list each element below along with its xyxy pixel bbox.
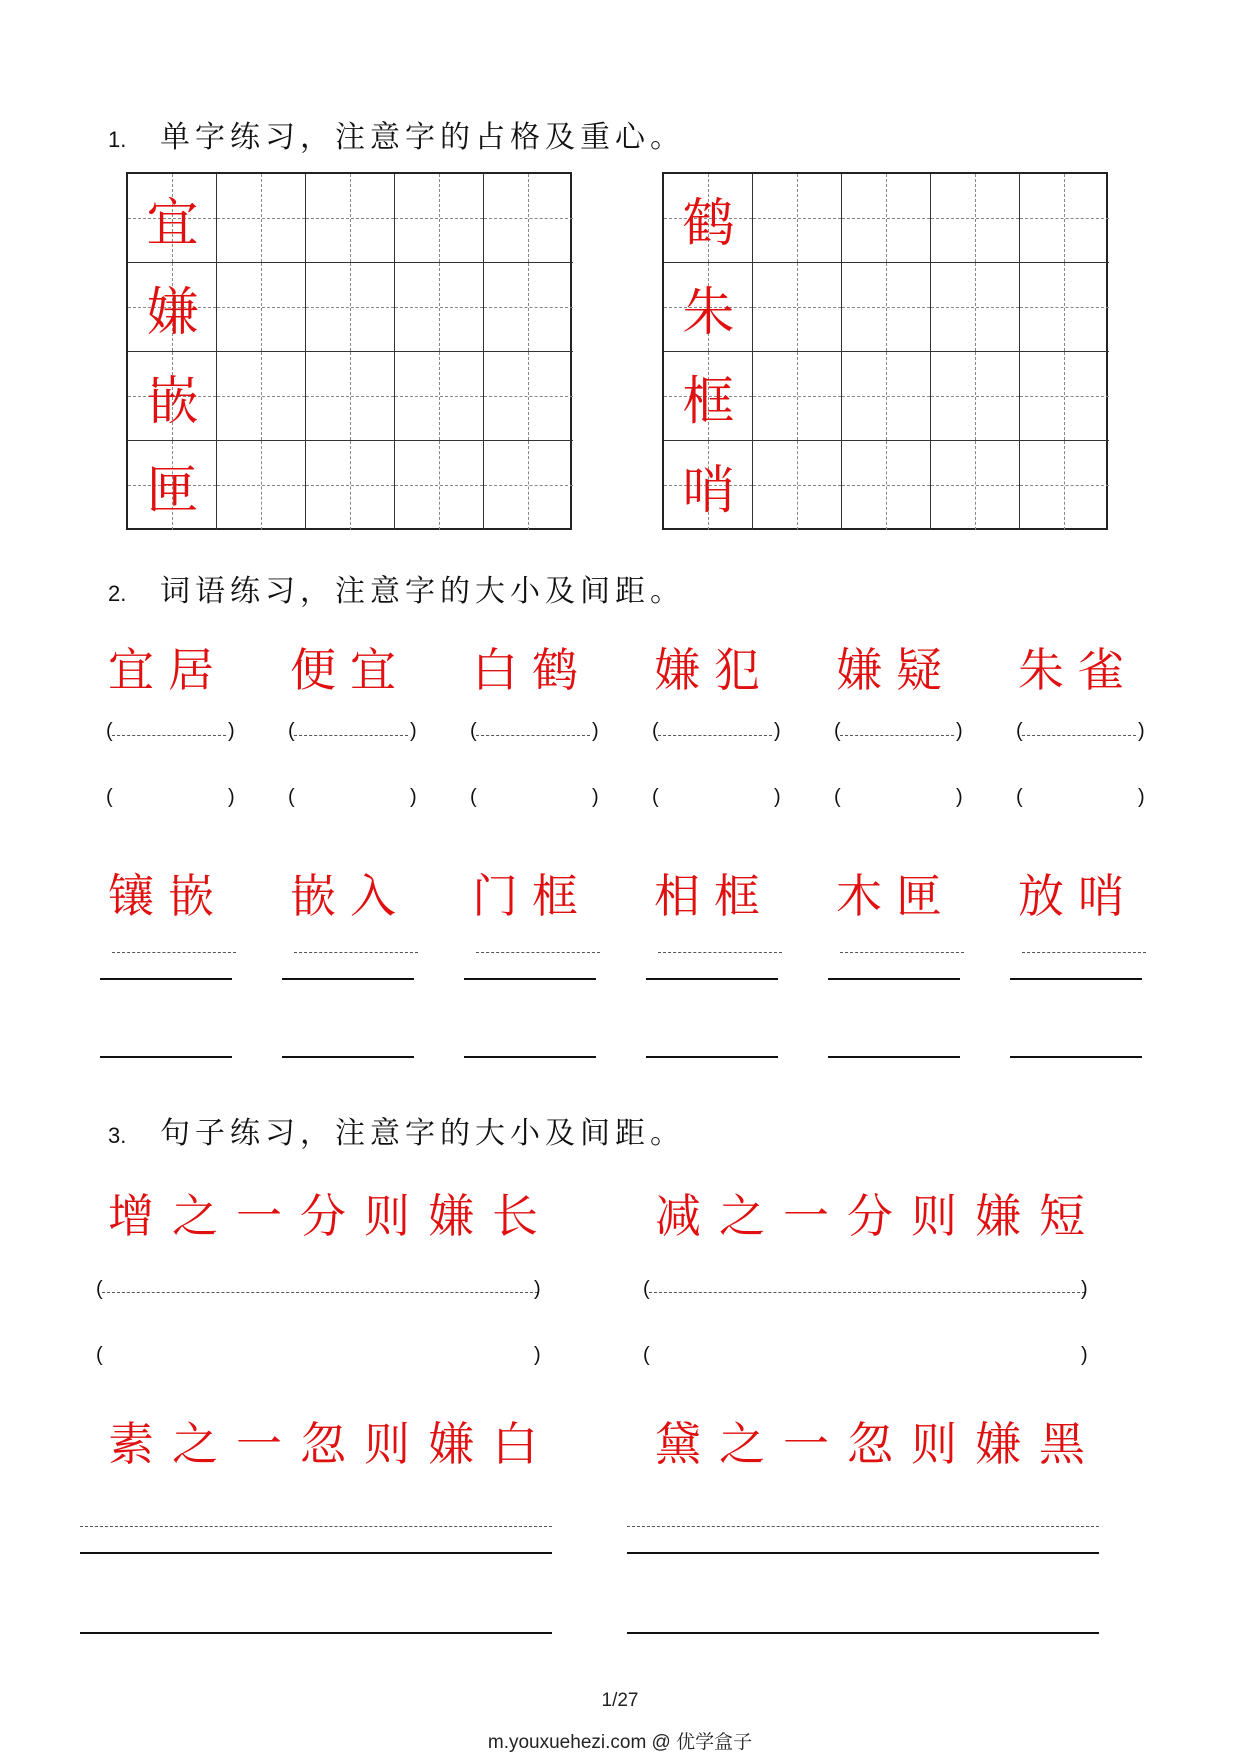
paren-open: (	[470, 786, 477, 808]
paren-open: (	[834, 720, 841, 742]
grid-cell	[128, 441, 217, 530]
paren-open: (	[288, 720, 295, 742]
paren-open: (	[643, 1278, 650, 1300]
practice-sentence: 素之一忽则嫌白	[108, 1417, 556, 1471]
dashed-guide-line	[80, 1526, 552, 1527]
paren-open: (	[96, 1278, 103, 1300]
section-1-title: 单字练习，注意字的占格及重心。	[160, 120, 685, 155]
paren-close: )	[228, 786, 235, 808]
practice-sentence: 增之一分则嫌长	[108, 1189, 556, 1243]
writing-line	[464, 1056, 596, 1058]
writing-line	[828, 1056, 960, 1058]
section-2-heading	[108, 566, 685, 610]
grid-cell	[931, 174, 1020, 263]
grid-cell	[931, 441, 1020, 530]
grid-cell	[217, 441, 306, 530]
dashed-guide-line	[1022, 735, 1136, 736]
paren-open: (	[470, 720, 477, 742]
model-character: 鹤	[682, 194, 735, 254]
grid-cell	[1020, 174, 1109, 263]
writing-line	[282, 978, 414, 980]
paren-close: )	[956, 720, 963, 742]
paren-close: )	[228, 720, 235, 742]
grid-cell	[1020, 441, 1109, 530]
writing-line	[1010, 978, 1142, 980]
practice-word: 朱雀	[1018, 643, 1138, 697]
grid-cell	[753, 263, 842, 352]
writing-line	[627, 1552, 1099, 1554]
grid-cell	[306, 263, 395, 352]
paren-open: (	[96, 1344, 103, 1366]
paren-close: )	[774, 786, 781, 808]
grid-cell	[842, 352, 931, 441]
writing-line	[646, 1056, 778, 1058]
grid-cell	[395, 263, 484, 352]
paren-close: )	[534, 1344, 541, 1366]
paren-close: )	[1138, 720, 1145, 742]
writing-line	[1010, 1056, 1142, 1058]
practice-word: 相框	[654, 869, 774, 923]
model-character: 匣	[146, 461, 199, 521]
grid-cell	[484, 174, 573, 263]
paren-close: )	[534, 1278, 541, 1300]
paren-open: (	[1016, 720, 1023, 742]
grid-cell	[753, 441, 842, 530]
section-1-heading	[108, 112, 685, 156]
grid-cell	[664, 352, 753, 441]
grid-cell	[931, 263, 1020, 352]
writing-line	[100, 978, 232, 980]
practice-sentence: 减之一分则嫌短	[655, 1189, 1103, 1243]
paren-open: (	[1016, 786, 1023, 808]
grid-cell	[664, 263, 753, 352]
practice-word: 嵌入	[290, 869, 410, 923]
paren-close: )	[774, 720, 781, 742]
dashed-guide-line	[658, 735, 772, 736]
writing-line	[828, 978, 960, 980]
writing-line	[80, 1552, 552, 1554]
practice-grid-left	[126, 172, 572, 530]
dashed-guide-line	[649, 1292, 1085, 1293]
dashed-guide-line	[294, 735, 408, 736]
grid-cell	[395, 352, 484, 441]
writing-line	[646, 978, 778, 980]
grid-cell	[1020, 352, 1109, 441]
paren-open: (	[288, 786, 295, 808]
paren-open: (	[106, 720, 113, 742]
practice-word: 门框	[472, 869, 592, 923]
grid-cell	[217, 263, 306, 352]
paren-close: )	[592, 720, 599, 742]
grid-cell	[484, 352, 573, 441]
grid-cell	[931, 352, 1020, 441]
dashed-guide-line	[294, 952, 418, 953]
grid-cell	[842, 263, 931, 352]
practice-word: 镶嵌	[108, 869, 228, 923]
practice-word: 木匣	[836, 869, 956, 923]
grid-cell	[484, 263, 573, 352]
grid-cell	[664, 441, 753, 530]
grid-cell	[395, 441, 484, 530]
grid-cell	[128, 174, 217, 263]
footer-site: m.youxuehezi.com @ 优学盒子	[487, 1732, 753, 1753]
model-character: 嫌	[146, 283, 199, 343]
practice-word: 嫌疑	[836, 643, 956, 697]
grid-cell	[1020, 263, 1109, 352]
practice-word: 便宜	[290, 643, 410, 697]
dashed-guide-line	[102, 1292, 538, 1293]
model-character: 宜	[146, 194, 199, 254]
writing-line	[80, 1632, 552, 1634]
writing-line	[282, 1056, 414, 1058]
model-character: 朱	[682, 283, 735, 343]
practice-sentence: 黛之一忽则嫌黑	[655, 1417, 1103, 1471]
paren-close: )	[1138, 786, 1145, 808]
dashed-guide-line	[840, 952, 964, 953]
dashed-guide-line	[1022, 952, 1146, 953]
paren-close: )	[1081, 1344, 1088, 1366]
dashed-guide-line	[658, 952, 782, 953]
paren-open: (	[106, 786, 113, 808]
model-character: 哨	[682, 461, 735, 521]
grid-cell	[753, 174, 842, 263]
paren-open: (	[652, 786, 659, 808]
paren-close: )	[592, 786, 599, 808]
section-3-heading	[108, 1108, 685, 1152]
grid-cell	[395, 174, 484, 263]
grid-cell	[306, 352, 395, 441]
practice-word: 宜居	[108, 643, 228, 697]
section-3-number: 3.	[108, 1123, 127, 1148]
grid-cell	[128, 352, 217, 441]
writing-line	[100, 1056, 232, 1058]
practice-word: 白鹤	[472, 643, 592, 697]
paren-close: )	[410, 720, 417, 742]
section-1-number: 1.	[108, 127, 127, 152]
section-2-number: 2.	[108, 581, 127, 606]
grid-cell	[217, 174, 306, 263]
section-3-title: 句子练习，注意字的大小及间距。	[160, 1116, 685, 1151]
grid-cell	[484, 441, 573, 530]
grid-cell	[306, 174, 395, 263]
grid-cell	[664, 174, 753, 263]
paren-open: (	[652, 720, 659, 742]
model-character: 嵌	[146, 372, 199, 432]
model-character: 框	[682, 372, 735, 432]
dashed-guide-line	[112, 952, 236, 953]
paren-open: (	[834, 786, 841, 808]
dashed-guide-line	[627, 1526, 1099, 1527]
page-number: 1/27	[601, 1690, 639, 1711]
paren-close: )	[956, 786, 963, 808]
grid-cell	[306, 441, 395, 530]
grid-cell	[842, 174, 931, 263]
dashed-guide-line	[476, 735, 590, 736]
dashed-guide-line	[112, 735, 226, 736]
practice-word: 放哨	[1018, 869, 1138, 923]
grid-cell	[842, 441, 931, 530]
paren-open: (	[643, 1344, 650, 1366]
dashed-guide-line	[840, 735, 954, 736]
practice-word: 嫌犯	[654, 643, 774, 697]
grid-cell	[753, 352, 842, 441]
section-2-title: 词语练习，注意字的大小及间距。	[160, 574, 685, 609]
paren-close: )	[1081, 1278, 1088, 1300]
paren-close: )	[410, 786, 417, 808]
grid-cell	[217, 352, 306, 441]
writing-line	[464, 978, 596, 980]
grid-cell	[128, 263, 217, 352]
writing-line	[627, 1632, 1099, 1634]
dashed-guide-line	[476, 952, 600, 953]
practice-grid-right	[662, 172, 1108, 530]
